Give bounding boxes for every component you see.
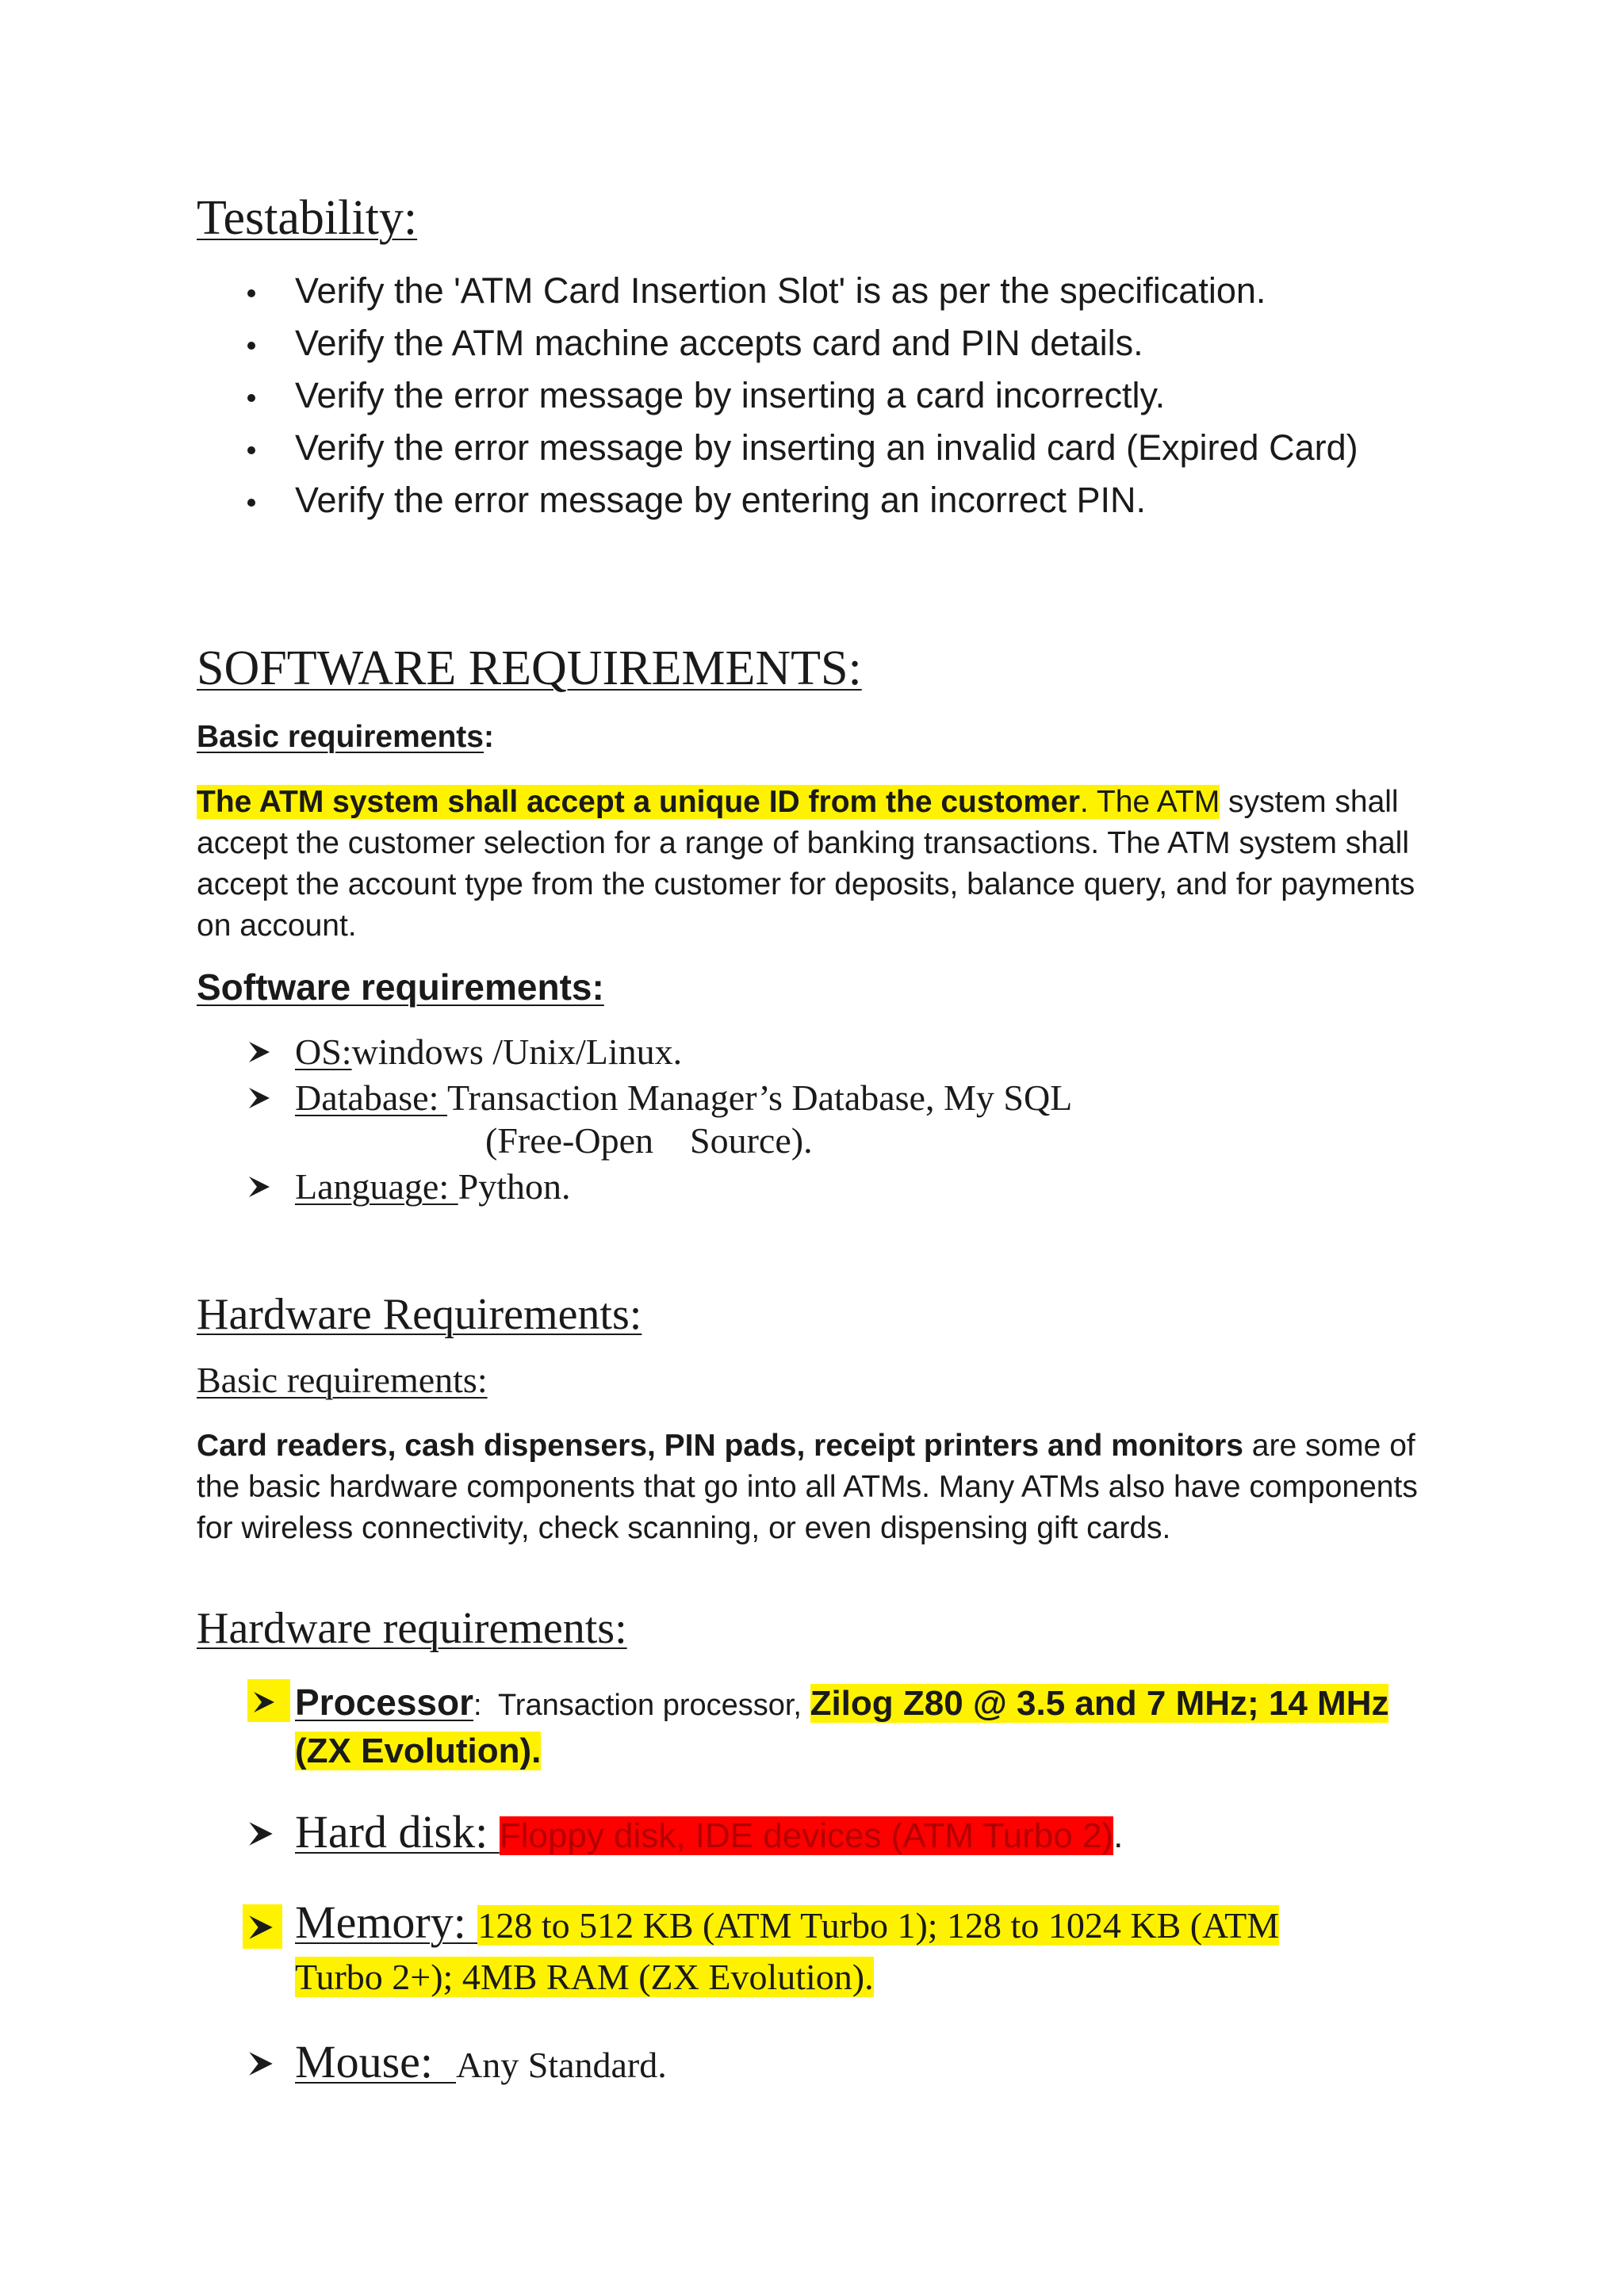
arrow-bullet-icon <box>252 1690 276 1714</box>
list-item: Verify the error message by inserting a card incorrectly. <box>247 374 1405 417</box>
list-item: Language: Python. <box>247 1165 1072 1208</box>
arrow-bullet-icon <box>247 1914 274 1941</box>
hardware-basic-requirements-label: Basic requirements: <box>197 1360 488 1400</box>
arrow-bullet-icon <box>247 1175 271 1199</box>
arrow-bullet-icon <box>247 1820 274 1847</box>
list-item: Verify the 'ATM Card Insertion Slot' is as per the specification. <box>247 270 1405 312</box>
memory-item: Memory: 128 to 512 KB (ATM Turbo 1); 128 to 1024 KB (ATM Turbo 2+); 4MB RAM (ZX Evolution). <box>247 1901 1437 2007</box>
list-item: OS:windows /Unix/Linux. <box>247 1031 1072 1073</box>
processor-item: Processor: Transaction processor, Zilog Z80 @ 3.5 and 7 MHz; 14 MHz (ZX Evolution). <box>247 1679 1437 1774</box>
basic-requirements-paragraph: The ATM system shall accept a unique ID from the customer. The ATM system shall accept the customer selection for a range of banking transactions. The ATM system shall accept the account type from the customer for deposits, balance query, and for payments on account. <box>197 785 1415 943</box>
hardware-requirements-heading: Hardware Requirements: <box>197 1290 642 1339</box>
arrow-bullet-icon <box>247 1086 271 1110</box>
bullet-dot-icon <box>247 446 255 454</box>
hard-disk-item: Hard disk: Floppy disk, IDE devices (ATM Turbo 2). <box>247 1804 1437 1872</box>
mouse-item: Mouse: Any Standard. <box>247 2034 1437 2102</box>
hardware-basic-paragraph: Card readers, cash dispensers, PIN pads, receipt printers and monitors are some of the basic hardware components that go into all ATMs. Many ATMs also have components for wireless connectivity, check scanning, or even dispensing gift cards. <box>197 1429 1418 1545</box>
list-item: Verify the ATM machine accepts card and PIN details. <box>247 322 1405 365</box>
bullet-dot-icon <box>247 394 255 402</box>
arrow-bullet-icon <box>247 1040 271 1064</box>
bullet-dot-icon <box>247 289 255 297</box>
software-requirements-heading: SOFTWARE REQUIREMENTS: <box>197 641 862 695</box>
list-item: Database: Transaction Manager’s Database, My SQL (Free-Open Source). <box>247 1077 1072 1162</box>
list-item: Verify the error message by inserting an invalid card (Expired Card) <box>247 427 1389 469</box>
testability-heading: Testability: <box>197 191 418 245</box>
list-item: Verify the error message by entering an incorrect PIN. <box>247 479 1405 522</box>
software-requirements-list <box>247 1031 1072 1208</box>
hardware-requirements-subheading: Hardware requirements: <box>197 1604 627 1653</box>
arrow-bullet-icon <box>247 2050 274 2077</box>
software-requirements-label: Software requirements: <box>197 966 604 1008</box>
bullet-dot-icon <box>247 342 255 350</box>
bullet-dot-icon <box>247 499 255 507</box>
testability-list <box>247 270 1405 522</box>
basic-requirements-label: Basic requirements: <box>197 720 494 754</box>
